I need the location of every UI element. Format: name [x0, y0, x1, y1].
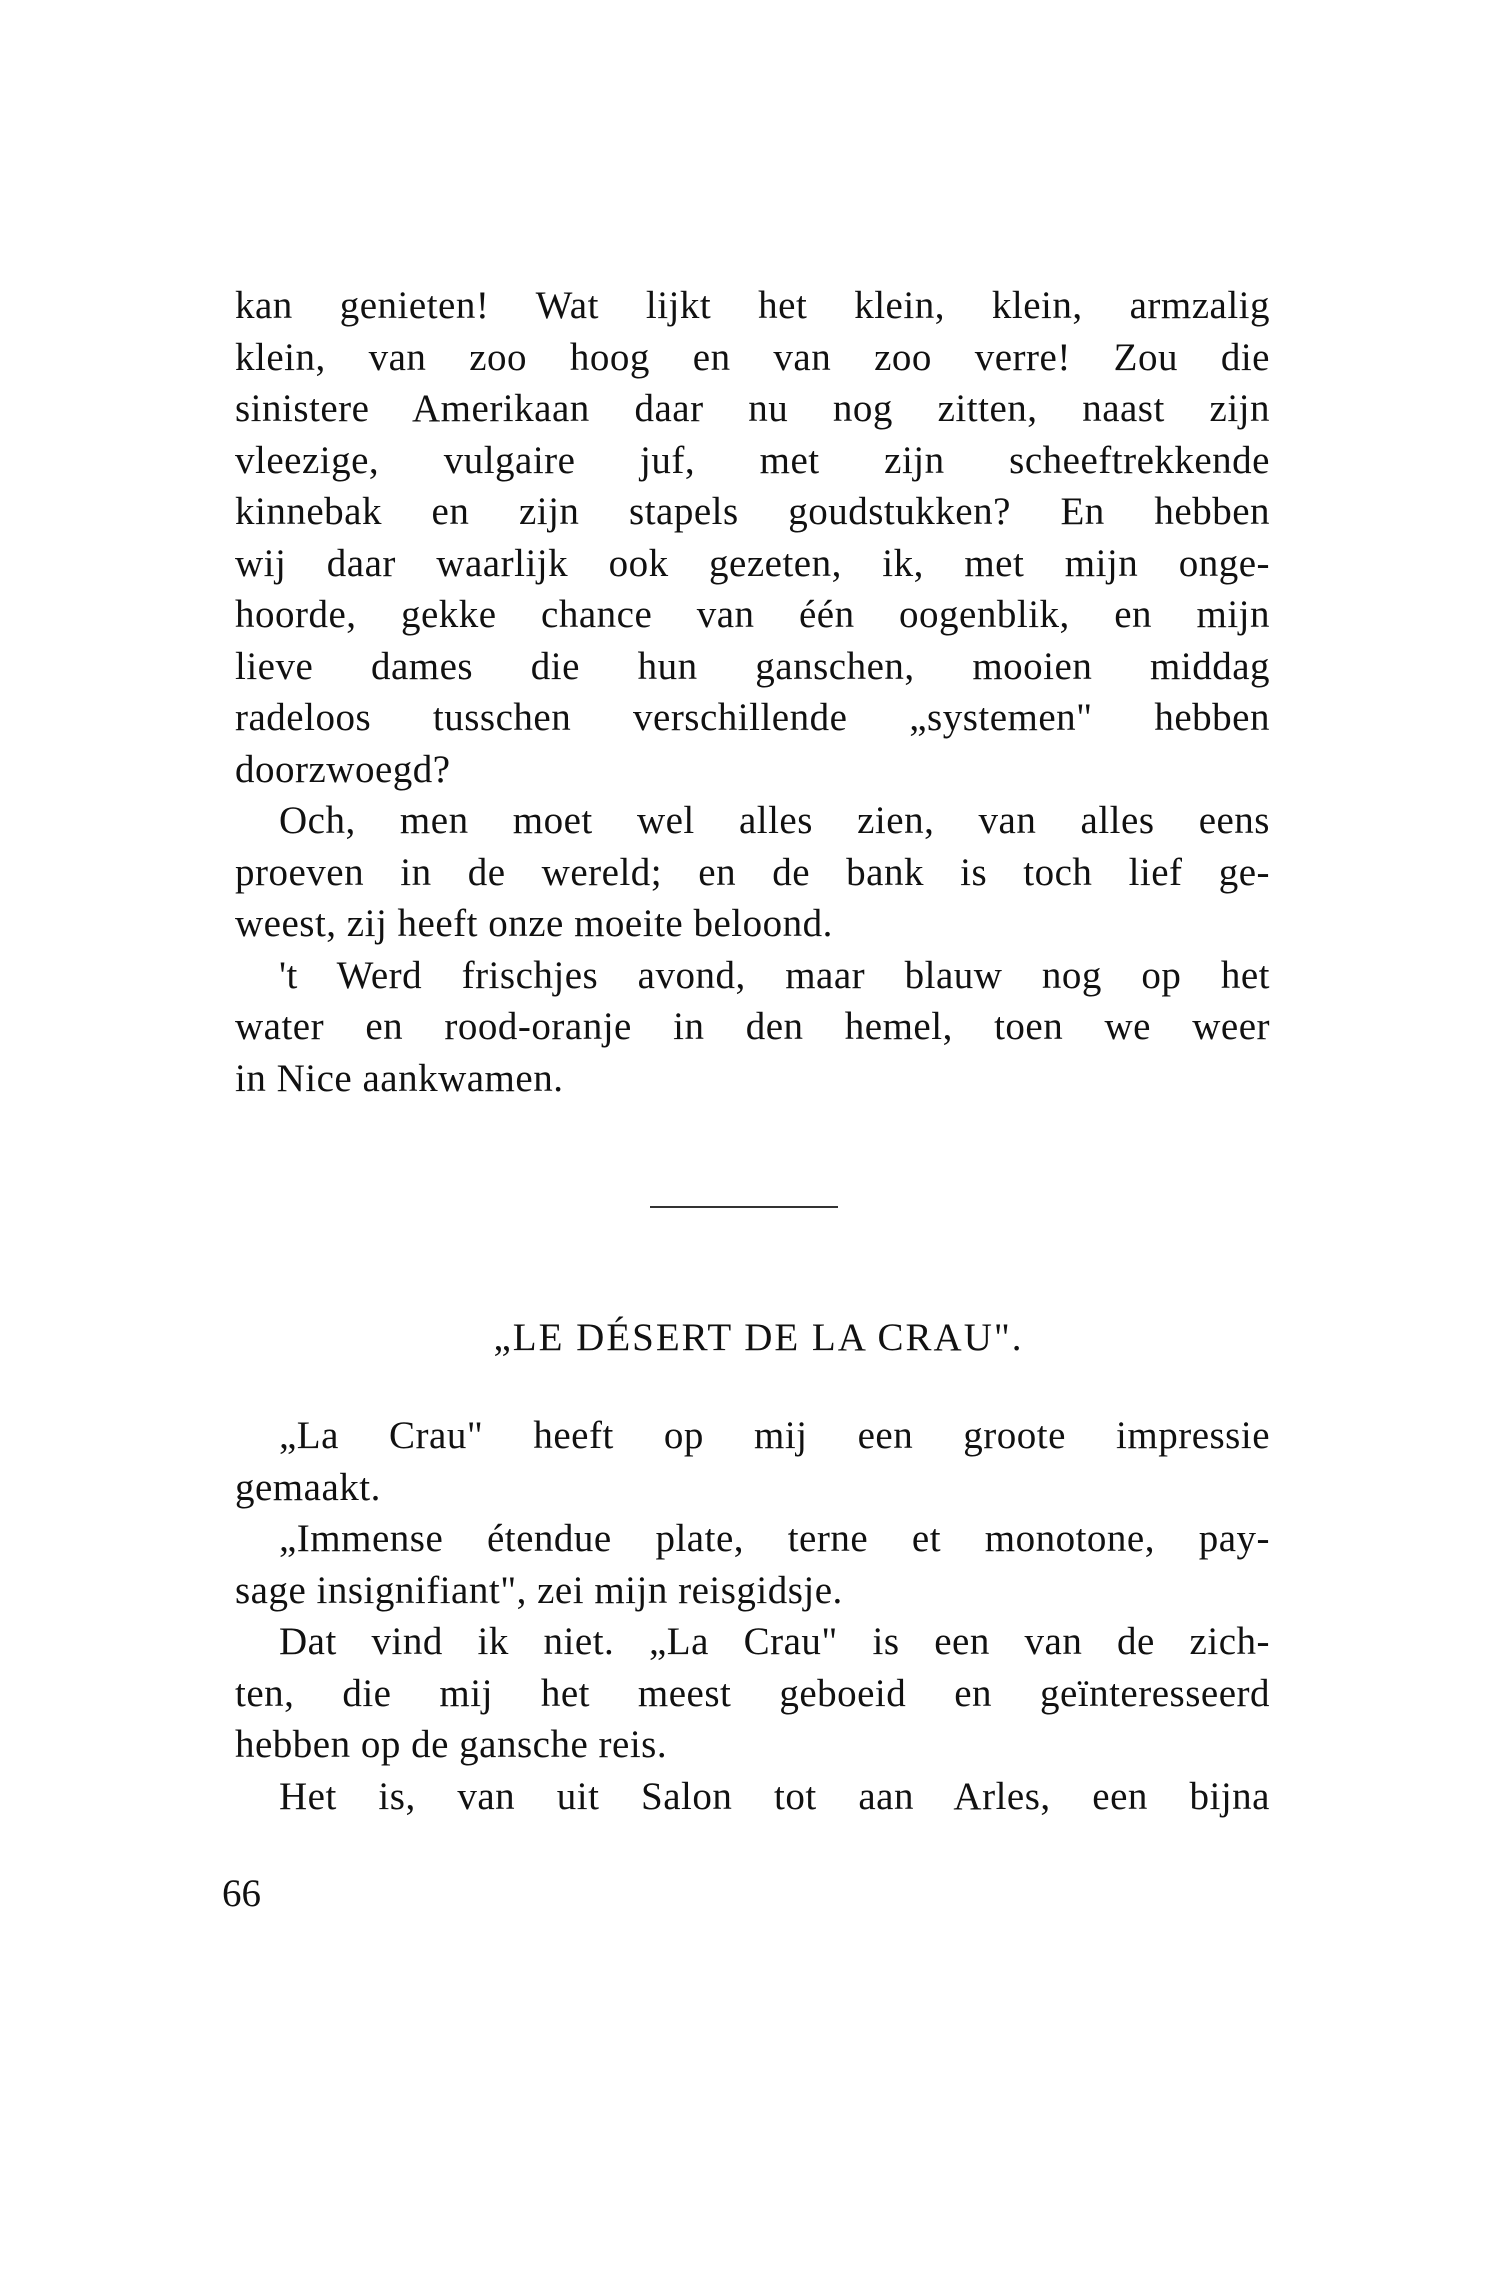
text-line: Och, men moet wel alles zien, van alles eens: [279, 799, 1270, 842]
section-2-text: [235, 1410, 1270, 1822]
text-line: hoorde, gekke chance van één oogenblik, en mijn: [235, 593, 1270, 636]
text-line: klein, van zoo hoog en van zoo verre! Zou die: [235, 335, 1270, 379]
text-line: 't Werd frischjes avond, maar blauw nog op het: [279, 953, 1270, 997]
text-line: „La Crau" heeft op mij een groote impressie: [279, 1414, 1270, 1457]
chapter-heading: „LE DÉSERT DE LA CRAU".: [493, 1316, 1024, 1359]
text-line: water en rood-oranje in den hemel, toen we weer: [235, 1005, 1270, 1048]
text-line: „Immense étendue plate, terne et monotone, pay-: [279, 1517, 1270, 1560]
text-line: gemaakt.: [235, 1465, 381, 1509]
text-line: sage insignifiant", zei mijn reisgidsje.: [235, 1568, 843, 1612]
text-line: weest, zij heeft onze moeite beloond.: [235, 902, 833, 945]
page-number: 66: [222, 1872, 261, 1915]
text-line: radeloos tusschen verschillende „systemen" hebben: [235, 696, 1270, 739]
text-line: Dat vind ik niet. „La Crau" is een van de zich-: [279, 1620, 1270, 1663]
text-line: kinnebak en zijn stapels goudstukken? En hebben: [235, 490, 1270, 533]
text-line: hebben op de gansche reis.: [235, 1723, 668, 1766]
text-line: lieve dames die hun ganschen, mooien middag: [235, 644, 1270, 688]
text-line: Het is, van uit Salon tot aan Arles, een bijna: [279, 1774, 1270, 1818]
section-divider: [650, 1206, 838, 1208]
text-line: vleezige, vulgaire juf, met zijn scheeftrekkende: [235, 438, 1270, 482]
text-line: in Nice aankwamen.: [235, 1056, 564, 1100]
section-1-text: [235, 280, 1270, 1104]
text-line: sinistere Amerikaan daar nu nog zitten, naast zijn: [235, 387, 1270, 430]
text-line: doorzwoegd?: [235, 747, 451, 791]
text-line: wij daar waarlijk ook gezeten, ik, met mijn onge-: [235, 541, 1270, 585]
text-line: proeven in de wereld; en de bank is toch lief ge-: [235, 850, 1270, 894]
text-line: kan genieten! Wat lijkt het klein, klein, armzalig: [235, 284, 1270, 327]
text-line: ten, die mij het meest geboeid en geïnteresseerd: [235, 1671, 1270, 1715]
